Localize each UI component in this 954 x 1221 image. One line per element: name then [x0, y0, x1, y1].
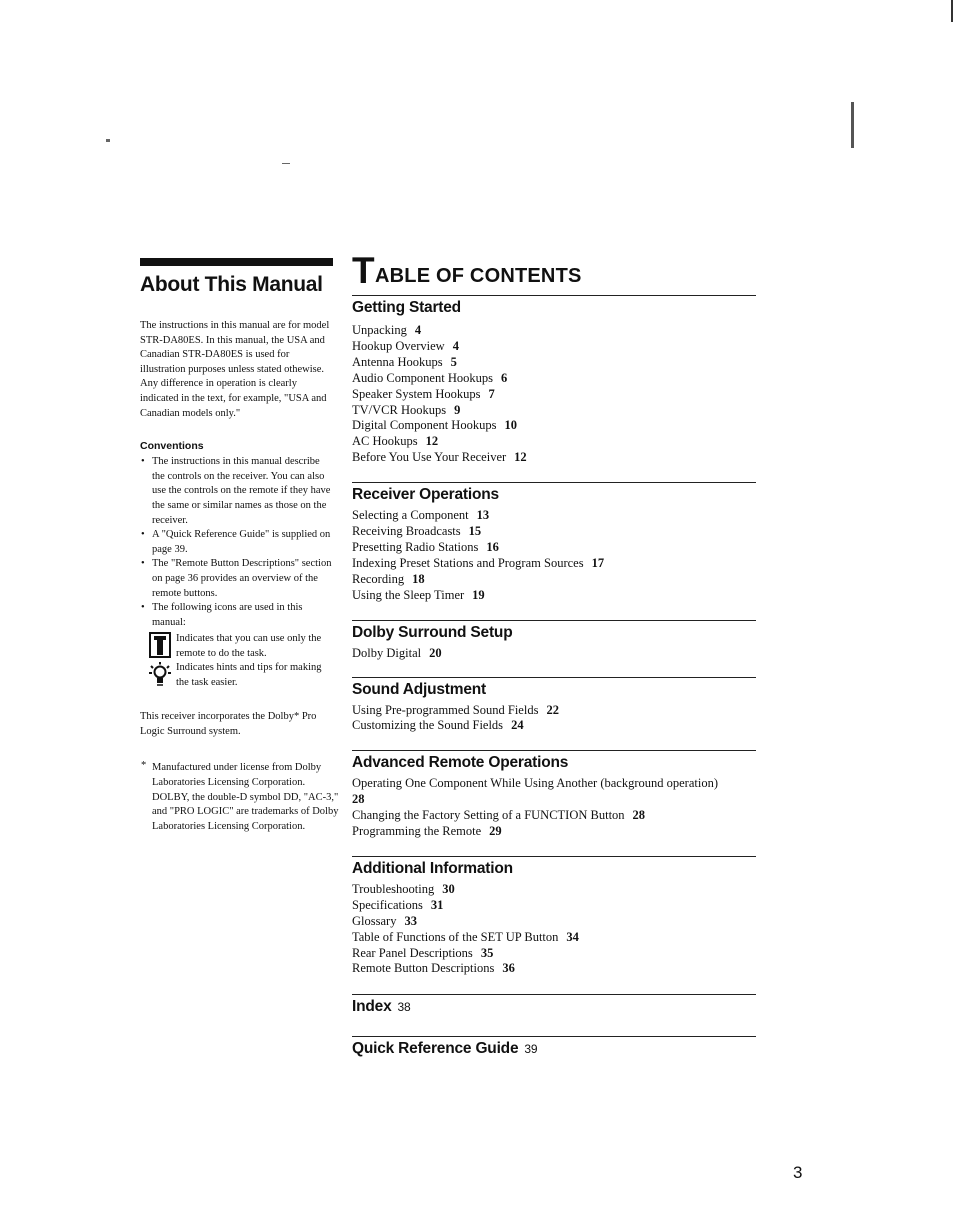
quick-reference-heading: Quick Reference Guide 39: [352, 1040, 538, 1058]
toc-entry[interactable]: Indexing Preset Stations and Program Sources 17: [352, 555, 605, 570]
footnote-star: *: [141, 760, 147, 772]
section-heading: Dolby Surround Setup: [352, 623, 513, 641]
toc-title-initial: T: [352, 250, 375, 291]
toc-entry[interactable]: Speaker System Hookups 7: [352, 386, 495, 401]
toc-entry[interactable]: Presetting Radio Stations 16: [352, 539, 499, 554]
toc-entry[interactable]: Specifications 31: [352, 897, 444, 912]
toc-entry[interactable]: Troubleshooting 30: [352, 881, 455, 896]
entry-list: [352, 323, 756, 466]
toc-entry[interactable]: Unpacking 4: [352, 323, 422, 337]
index-heading: Index 38: [352, 998, 411, 1016]
toc-entry[interactable]: Dolby Digital 20: [352, 645, 442, 660]
toc-title-rest: ABLE OF CONTENTS: [375, 265, 582, 287]
about-intro: The instructions in this manual are for model STR-DA80ES. In this manual, the USA and Canadian STR-DA80ES is used for illustration purposes unless stated othewise. Any difference in operation is clearly indicated in the text, for example, "USA and Canadian models only.": [140, 320, 330, 419]
toc-entry[interactable]: Digital Component Hookups 10: [352, 418, 517, 433]
entry-list: [352, 703, 756, 735]
entry-list: [352, 882, 756, 977]
toc-title: [352, 250, 756, 292]
toc-section: [352, 750, 756, 840]
toc-entry[interactable]: Glossary 33: [352, 913, 417, 928]
conventions-list: [140, 455, 335, 630]
toc-entry[interactable]: Antenna Hookups 5: [352, 354, 457, 369]
toc-section: [352, 295, 756, 466]
trademark-text: Manufactured under license from Dolby Laboratories Licensing Corporation. DOLBY, the double-D symbol DD, "AC-3," and "PRO LOGIC" are trademarks of Dolby Laboratories Licensing Corporation.: [152, 762, 339, 832]
toc-entry[interactable]: Table of Functions of the SET UP Button 34: [352, 929, 579, 944]
dolby-note: This receiver incorporates the Dolby* Pro Logic Surround system.: [140, 711, 317, 737]
toc-section: [352, 482, 756, 603]
section-heading: Sound Adjustment: [352, 680, 486, 698]
table-of-contents: [352, 250, 756, 1058]
toc-entry[interactable]: Remote Button Descriptions 36: [352, 961, 515, 976]
toc-entry[interactable]: Selecting a Component 13: [352, 508, 490, 523]
toc-entry[interactable]: Audio Component Hookups 6: [352, 370, 508, 385]
list-item: • The "Remote Button Descriptions" section on page 36 provides an overview of the remote buttons.: [140, 557, 335, 601]
quick-reference-page: 39: [524, 1042, 538, 1057]
section-heading: Receiver Operations: [352, 486, 499, 504]
list-item: • The instructions in this manual describe the controls on the receiver. You can also use the controls on the remote if they have the same or similar names as those on the receiver.: [140, 455, 335, 528]
toc-entry[interactable]: AC Hookups 12: [352, 434, 439, 449]
toc-entry[interactable]: Receiving Broadcasts 15: [352, 524, 482, 539]
toc-entry[interactable]: Before You Use Your Receiver 12: [352, 450, 527, 465]
remote-icon-text: Indicates that you can use only the remote to do the task.: [176, 633, 322, 659]
toc-entry[interactable]: Using the Sleep Timer 19: [352, 587, 485, 602]
scan-speck: [282, 163, 290, 164]
index-page: 38: [397, 1000, 411, 1015]
remote-icon-row: [148, 632, 335, 661]
toc-entry[interactable]: Customizing the Sound Fields 24: [352, 718, 524, 733]
section-heading: Advanced Remote Operations: [352, 754, 569, 772]
toc-entry[interactable]: TV/VCR Hookups 9: [352, 402, 461, 417]
about-title: About This Manual: [140, 273, 323, 296]
remote-icon: [148, 632, 176, 660]
trademark-note: [140, 761, 342, 834]
toc-entry[interactable]: Hookup Overview 4: [352, 338, 459, 353]
toc-section: [352, 856, 756, 977]
tip-icon-row: [148, 661, 335, 690]
conventions-heading: Conventions: [140, 440, 204, 453]
scan-speck: [106, 139, 110, 142]
toc-section: [352, 620, 756, 662]
section-heading: Getting Started: [352, 299, 461, 316]
about-this-manual: [140, 258, 339, 834]
page-number: 3: [793, 1163, 803, 1182]
section-rule: [140, 258, 333, 266]
scan-margin-mark: [851, 102, 854, 148]
scan-edge-mark: [951, 0, 953, 22]
section-heading: Additional Information: [352, 859, 513, 877]
toc-index[interactable]: [352, 994, 756, 1016]
toc-entry[interactable]: Rear Panel Descriptions 35: [352, 945, 494, 960]
toc-quick-reference[interactable]: [352, 1036, 756, 1058]
lightbulb-icon: [148, 661, 176, 689]
toc-section: [352, 677, 756, 735]
tip-icon-text: Indicates hints and tips for making the task easier.: [176, 662, 322, 688]
entry-list: [352, 646, 756, 662]
toc-entry[interactable]: Recording 18: [352, 571, 425, 586]
entry-list: [352, 508, 756, 603]
entry-list: [352, 776, 756, 840]
toc-entry[interactable]: Programming the Remote 29: [352, 824, 502, 839]
toc-entry[interactable]: Operating One Component While Using Another (background operation) 28: [352, 776, 719, 807]
list-item: • The following icons are used in this manual:: [140, 601, 335, 630]
toc-entry[interactable]: Changing the Factory Setting of a FUNCTION Button 28: [352, 808, 646, 823]
list-item: • A "Quick Reference Guide" is supplied on page 39.: [140, 528, 335, 557]
toc-entry[interactable]: Using Pre-programmed Sound Fields 22: [352, 702, 559, 717]
